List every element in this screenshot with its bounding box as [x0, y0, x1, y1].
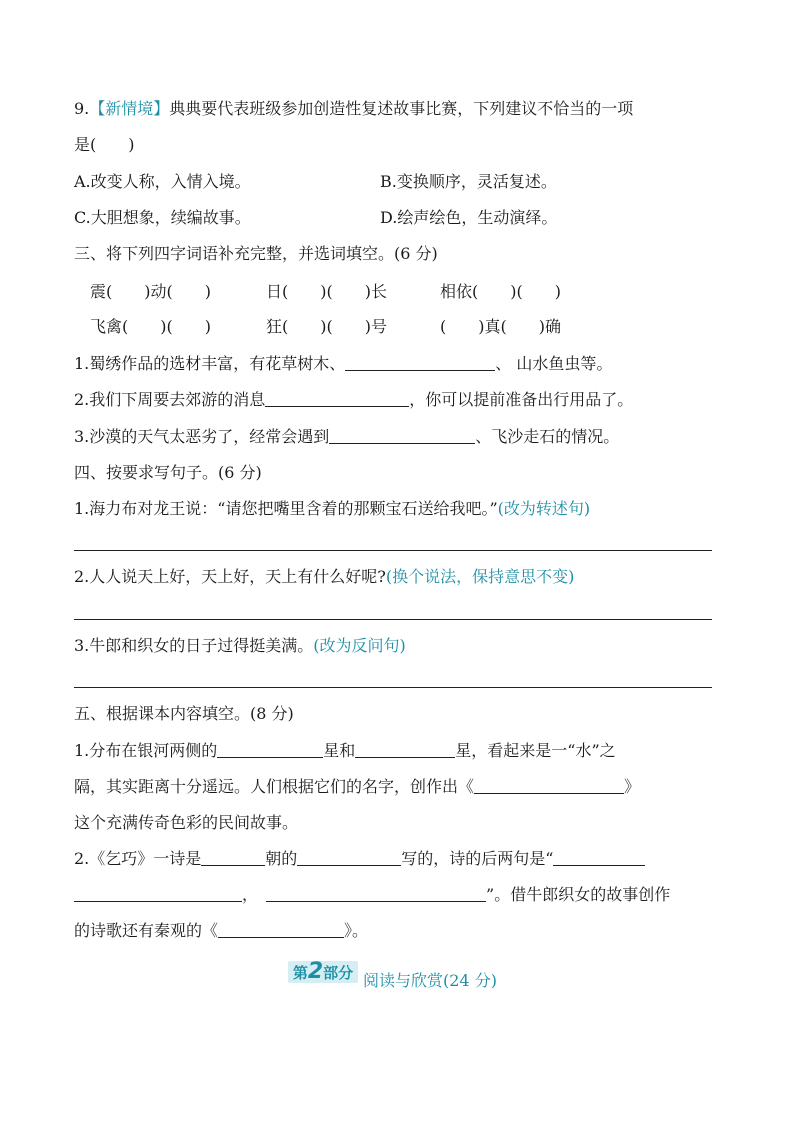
q9-option-d: D.绘声绘色，生动演绎。	[380, 208, 558, 227]
s4-q1	[74, 498, 590, 520]
idiom-blank-3: 相依( )( )	[440, 282, 561, 301]
q9-line2: 是( )	[74, 135, 135, 154]
s5-q2-blank-4[interactable]	[74, 885, 242, 902]
part2-badge	[288, 961, 358, 983]
s3-q2	[74, 389, 633, 411]
part2-badge-post: 部分	[323, 964, 354, 982]
s5-q2-blank-6[interactable]	[218, 921, 344, 938]
s5-q2-text-6: 》。	[344, 921, 369, 940]
s5-q2-text-4: ”。借牛郎织女的故事创作	[486, 885, 671, 904]
s3-q3-answer-blank[interactable]	[329, 427, 475, 444]
s4-q2-text: 2.人人说天上好，天上好，天上有什么好呢?	[74, 567, 386, 586]
s4-q1-hint: (改为转述句)	[497, 499, 591, 518]
s4-q3-text: 3.牛郎和织女的日子过得挺美满。	[74, 636, 314, 655]
q9-number: 9.	[74, 99, 90, 118]
s5-q2-line2	[74, 884, 670, 906]
s5-q2-text-3: 写的，诗的后两句是“	[401, 849, 554, 868]
s5-q2-line1	[74, 848, 645, 870]
part2-title: 阅读与欣赏(24 分)	[363, 971, 497, 990]
idiom-blank-4: 飞禽( )( )	[90, 317, 211, 336]
s3-q1-text-end: 、 山水鱼虫等。	[495, 354, 613, 373]
s4-q3-hint: (改为反问句)	[313, 636, 406, 655]
idiom-blank-1: 震( )动( )	[90, 282, 211, 301]
s5-q1-line1	[74, 740, 616, 762]
q9-option-a: A.改变人称，入情入境。	[74, 172, 251, 191]
s5-q2-comma: ，	[242, 885, 259, 904]
s3-q1	[74, 353, 612, 375]
s5-q1-text-4: 隔，其实距离十分遥远。人们根据它们的名字，创作出《	[74, 777, 475, 796]
s5-q1-text-5: 》	[624, 777, 641, 796]
s3-q3	[74, 426, 619, 448]
s3-q1-text: 1.蜀绣作品的选材丰富，有花草树木、	[74, 354, 346, 373]
s5-q1-blank-3[interactable]	[474, 777, 624, 794]
s5-q2-blank-1[interactable]	[201, 849, 265, 866]
s4-q2-hint: (换个说法，保持意思不变)	[385, 567, 575, 586]
s3-q2-text: 2.我们下周要去郊游的消息	[74, 390, 266, 409]
q9-line1	[74, 98, 633, 120]
q9-option-c: C.大胆想象，续编故事。	[74, 208, 251, 227]
s5-q2-blank-5[interactable]	[266, 885, 486, 902]
s5-q2-blank-2[interactable]	[297, 849, 401, 866]
s5-q2-text: 2.《乞巧》一诗是	[74, 849, 202, 868]
s5-q2-line3	[74, 920, 368, 942]
s4-q2	[74, 566, 574, 588]
s3-q3-text-end: 、飞沙走石的情况。	[475, 427, 620, 446]
s4-q3	[74, 635, 406, 657]
s5-q2-text-2: 朝的	[265, 849, 298, 868]
s5-q1-line2	[74, 776, 640, 798]
s3-q2-answer-blank[interactable]	[265, 390, 409, 407]
section3-heading: 三、将下列四字词语补充完整，并选词填空。(6 分)	[74, 244, 438, 263]
s4-q3-answer-line[interactable]	[74, 687, 712, 688]
s5-q2-blank-3[interactable]	[553, 849, 645, 866]
s5-q1-text-3: 星，看起来是一“水”之	[455, 741, 616, 760]
idiom-blank-5: 狂( )( )号	[266, 317, 387, 336]
s5-q1-text-2: 星和	[323, 741, 356, 760]
part2-badge-number: 2	[307, 959, 324, 984]
q9-option-b: B.变换顺序，灵活复述。	[380, 172, 557, 191]
s5-q1-line3: 这个充满传奇色彩的民间故事。	[74, 813, 299, 832]
s4-q1-answer-line[interactable]	[74, 550, 712, 551]
s5-q1-blank-1[interactable]	[217, 741, 323, 758]
s5-q2-text-5: 的诗歌还有秦观的《	[74, 921, 219, 940]
q9-tag: 【新情境】	[89, 99, 170, 118]
s4-q2-answer-line[interactable]	[74, 619, 712, 620]
s4-q1-text: 1.海力布对龙王说：“请您把嘴里含着的那颗宝石送给我吧。”	[74, 499, 498, 518]
s5-q1-blank-2[interactable]	[355, 741, 455, 758]
part2-badge-pre: 第	[292, 964, 308, 982]
idiom-blank-6: ( )真( )确	[440, 317, 561, 336]
s3-q2-text-end: ，你可以提前准备出行用品了。	[409, 390, 634, 409]
s3-q3-text: 3.沙漠的天气太恶劣了，经常会遇到	[74, 427, 330, 446]
s5-q1-text: 1.分布在银河两侧的	[74, 741, 218, 760]
section4-heading: 四、按要求写句子。(6 分)	[74, 463, 262, 482]
idiom-blank-2: 日( )( )长	[266, 282, 387, 301]
q9-text: 典典要代表班级参加创造性复述故事比赛，下列建议不恰当的一项	[169, 99, 634, 118]
section5-heading: 五、根据课本内容填空。(8 分)	[74, 704, 294, 723]
s3-q1-answer-blank[interactable]	[345, 354, 495, 371]
